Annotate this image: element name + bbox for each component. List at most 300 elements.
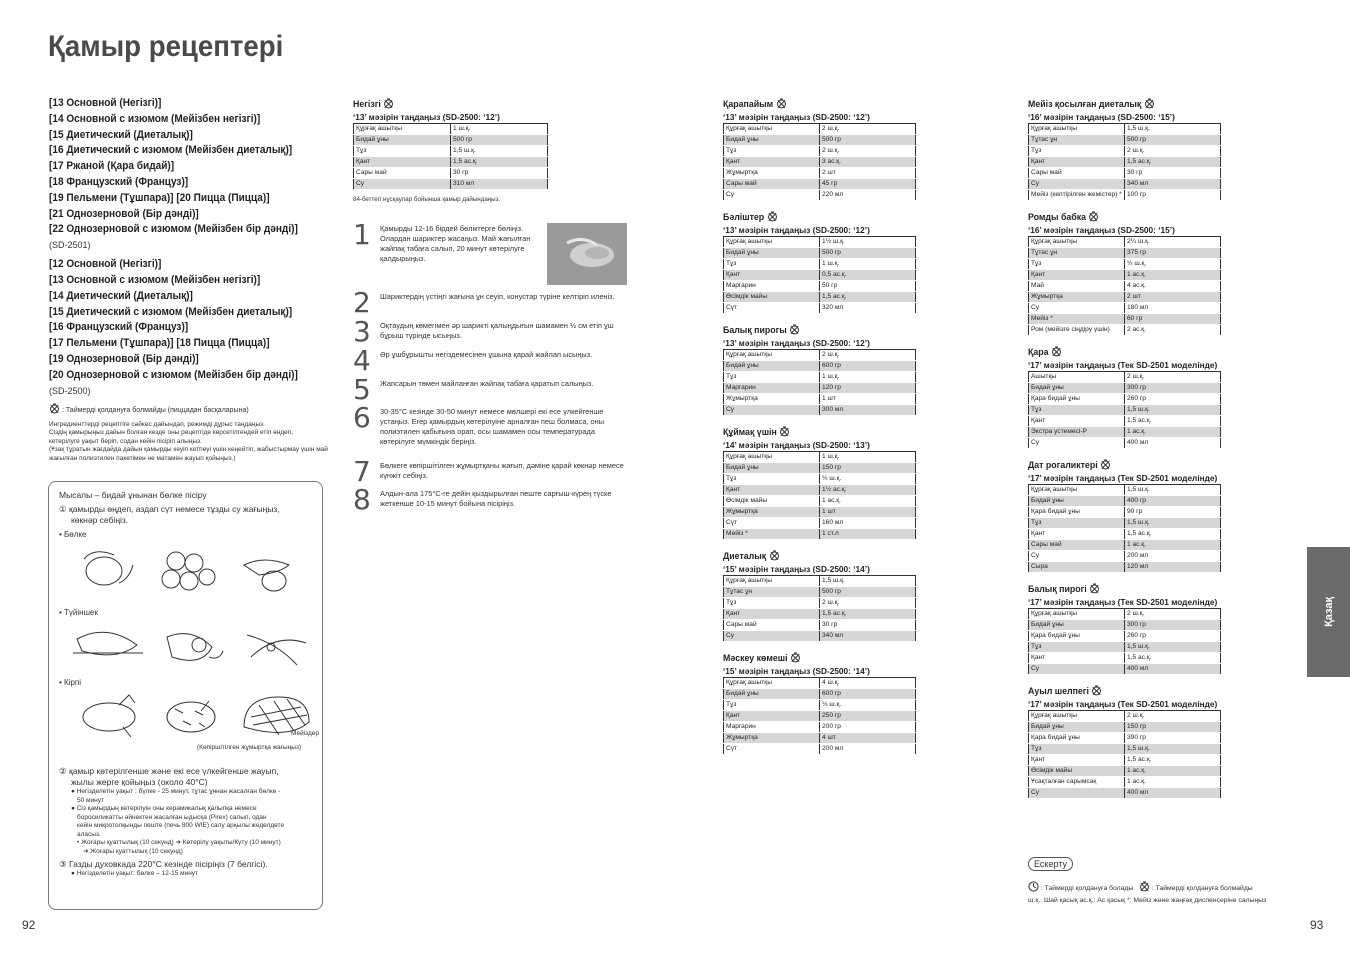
loaf-illustration <box>59 539 314 599</box>
ingredient-amount: 1,5 ш.қ. <box>1125 485 1221 496</box>
hedgehog-illustration <box>59 687 314 749</box>
ingredient-name: Сүт <box>724 518 820 529</box>
recipe-block <box>1028 211 1221 336</box>
ingredient-row <box>1029 135 1221 146</box>
ingredient-name: Құрғақ ашытқы <box>1029 237 1125 248</box>
ingredient-name: Экстра устемесі-Р <box>1029 427 1125 438</box>
ingredient-amount: ½ ш.қ. <box>820 700 916 711</box>
ingredient-name: Сары май <box>1029 540 1125 551</box>
note-badge: Ескерту <box>1028 857 1073 871</box>
ingredient-amount: 1,5 ш.қ. <box>1125 642 1221 653</box>
ingredient-name: Қант <box>1029 416 1125 427</box>
ingredient-name: Қант <box>1029 755 1125 766</box>
ingredient-name: Қант <box>724 485 820 496</box>
croissant-photo <box>547 223 627 285</box>
recipe-block <box>723 324 916 416</box>
ingredient-amount: 300 гр <box>1125 620 1221 631</box>
ingredient-amount: 2 ш.қ. <box>1125 146 1221 157</box>
ingredient-amount: 1,5 ш.қ. <box>1125 405 1221 416</box>
ingredient-row <box>724 620 916 631</box>
shape-label-hedgehog: • Кірпі <box>59 678 82 687</box>
ingredient-row <box>724 157 916 168</box>
ingredient-row <box>1029 733 1221 744</box>
ingredients-table <box>1028 710 1221 799</box>
recipe-menu: ‘13’ мәзірін таңдаңыз (SD-2500: ‘12’) <box>723 225 870 235</box>
recipe-title-line <box>723 426 916 439</box>
ingredient-name: Қант <box>724 270 820 281</box>
ingredient-name: Мейіз * <box>724 529 820 540</box>
shape-label-knot: • Түйіншек <box>59 608 98 617</box>
ingredient-name: Қант <box>724 609 820 620</box>
ingredient-row <box>1029 551 1221 562</box>
ingredient-name: Құрғақ ашытқы <box>724 678 820 689</box>
ingredient-amount: 1,5 ш.қ. <box>1125 518 1221 529</box>
recipe-title-line <box>1028 459 1221 472</box>
ingredient-name: Ром (мейізге сіңдіру үшін) <box>1029 325 1125 336</box>
ingredient-amount: 100 гр <box>1125 190 1221 201</box>
ingredient-amount: 3 ас.қ. <box>820 157 916 168</box>
mode-item: [17 Пельмени (Тұшпара)] [18 Пицца (Пицца)] <box>49 337 270 350</box>
ingredient-row <box>724 722 916 733</box>
ingredient-name: Бидай ұны <box>1029 722 1125 733</box>
ingredient-name: Жұмыртқа <box>724 394 820 405</box>
ingredient-amount: 390 гр <box>1125 733 1221 744</box>
recipe-block <box>1028 459 1221 573</box>
ingredient-row <box>724 507 916 518</box>
recipe-title: Балық пирогы <box>723 325 787 335</box>
recipe-title: Негізгі <box>353 99 381 109</box>
label-raisins: Мейіздер <box>291 730 320 737</box>
recipe-block <box>723 550 916 642</box>
ingredient-amount: 1 ас.қ. <box>1125 540 1221 551</box>
recipe-menu: ‘13’ мәзірін таңдаңыз (SD-2500: ‘12’) <box>723 112 870 122</box>
step-number: 7 <box>353 455 371 488</box>
ingredient-name: Тұз <box>724 372 820 383</box>
step-text: Қамырды 12-16 бірдей бөліктерге бөліңіз. Олардан шариктер жасаңыз. Май жағылған жайпақ табаға салып, 20 минут көтерілуге қалдырыңыз. <box>380 224 531 263</box>
ingredient-name: Бидай ұны <box>1029 496 1125 507</box>
ingredient-name: Тұтас ұн <box>724 587 820 598</box>
timer-note: : Таймерді қолдануға болмайды (пиццадан басқаларына) <box>61 406 249 414</box>
ingredient-amount: 500 гр <box>820 587 916 598</box>
ingredient-amount: 2 ш.қ. <box>820 350 916 361</box>
language-tab-label: Қазақ <box>1322 597 1335 627</box>
mode-item: [14 Основной с изюмом (Мейізбен негізгі)] <box>49 112 261 125</box>
ingredient-name: Маргарин <box>724 281 820 292</box>
ingredient-amount: 1,5 ш.қ. <box>451 146 548 157</box>
ingredient-name: Өсімдік майы <box>1029 766 1125 777</box>
example-step2-note: аласыз. <box>77 830 101 838</box>
example-step2: ② қамыр көтерілгенше және екі есе үлкейгенше жауып, <box>59 766 279 776</box>
recipe-menu: ‘13’ мәзірін таңдаңыз (SD-2500: ‘12’) <box>723 338 870 348</box>
example-step2-note: 50 минут <box>77 796 104 804</box>
ingredient-row <box>724 598 916 609</box>
step-text: Алдын-ала 175°C-ге дейін қыздырылған пеште сарғыш-күрең түске жеткенше 10-15 минут бойына пісіріңіз. <box>380 489 612 508</box>
recipe-block <box>1028 346 1221 449</box>
ingredient-name: Құрғақ ашытқы <box>724 124 820 135</box>
ingredient-name: Қара бидай ұны <box>1029 733 1125 744</box>
recipe-menu: ‘17’ мәзірін таңдаңыз (Тек SD-2501 моделінде) <box>1028 699 1218 709</box>
mode-item: [15 Диетический с изюмом (Мейізбен диеталық)] <box>49 305 293 318</box>
ingredient-amount: 300 гр <box>1125 383 1221 394</box>
ingredient-amount: 400 мл <box>1125 438 1221 449</box>
example-step3-note: ● Негізделетін уақыт: бөлке – 12-15 минут <box>71 870 199 877</box>
ingredient-row <box>1029 237 1221 248</box>
ingredient-row <box>724 124 916 135</box>
no-timer-icon <box>767 211 778 222</box>
ingredient-amount: 250 гр <box>820 711 916 722</box>
ingredient-row <box>1029 248 1221 259</box>
recipe-title-line <box>353 98 548 111</box>
recipe-block <box>1028 583 1221 675</box>
ingredient-row <box>1029 496 1221 507</box>
recipe-menu: ‘16’ мәзірін таңдаңыз (SD-2500: ‘15’) <box>1028 112 1175 122</box>
ingredient-name: Тұз <box>1029 518 1125 529</box>
ingredient-row <box>724 146 916 157</box>
recipe-title: Қара <box>1028 347 1049 357</box>
example-box <box>48 481 323 910</box>
ingredient-name: Тұз <box>724 259 820 270</box>
ingredient-row <box>1029 303 1221 314</box>
ingredient-amount: 340 мл <box>820 631 916 642</box>
ingredient-row <box>1029 281 1221 292</box>
ingredient-name: Бидай ұны <box>724 361 820 372</box>
ingredient-row <box>1029 416 1221 427</box>
ingredient-row <box>1029 325 1221 336</box>
step-number: 4 <box>353 344 371 377</box>
ingredient-name: Су <box>1029 303 1125 314</box>
ingredient-row <box>1029 270 1221 281</box>
ingredient-amount: 4 ш.қ. <box>820 678 916 689</box>
ingredient-name: Бидай ұны <box>724 248 820 259</box>
ingredient-row <box>724 350 916 361</box>
ingredient-amount: 160 мл <box>820 518 916 529</box>
ingredient-name: Қара бидай ұны <box>1029 631 1125 642</box>
no-timer-icon <box>1144 98 1155 109</box>
ingredient-name: Тұз <box>724 474 820 485</box>
ingredient-amount: ½ ш.қ. <box>1125 259 1221 270</box>
recipe-title: Құймақ үшін <box>723 427 777 437</box>
ingredient-row <box>1029 562 1221 573</box>
ingredient-amount: 1,5 ас.қ. <box>1125 529 1221 540</box>
ingredient-row <box>724 744 916 755</box>
ingredient-name: Қант <box>1029 653 1125 664</box>
ingredient-amount: 1,5 ш.қ. <box>820 576 916 587</box>
ingredient-row <box>1029 766 1221 777</box>
legend-no-timer: : Таймерді қолдануға болмайды <box>1151 885 1253 892</box>
ingredient-amount: 1 ас.қ. <box>1125 270 1221 281</box>
ingredient-row <box>724 281 916 292</box>
ingredient-amount: 120 гр <box>820 383 916 394</box>
step-text: Бөлкеге көпіршітілген жұмыртқаны жағып, дәміне қарай көкнәр немесе күнжіт себіңіз. <box>380 461 624 480</box>
recipe-menu: ‘14’ мәзірін таңдаңыз (SD-2500: ‘13’) <box>723 440 870 450</box>
ingredient-name: Маргарин <box>724 722 820 733</box>
ingredient-amount: 500 гр <box>820 135 916 146</box>
ingredient-name: Сары май <box>354 168 451 179</box>
ingredient-amount: 1 ш.қ. <box>820 452 916 463</box>
ingredient-row <box>1029 427 1221 438</box>
example-step2-note: ● Сіз қамырдың көтерілуін оны керамикалық қалыпқа немесе <box>71 805 257 812</box>
ingredient-amount: 30 гр <box>1125 168 1221 179</box>
page-title: Қамыр рецептері <box>48 30 284 63</box>
ingredients-table <box>723 575 916 642</box>
ingredient-amount: 60 гр <box>1125 314 1221 325</box>
ingredient-name: Құрғақ ашытқы <box>724 576 820 587</box>
step-number: 3 <box>353 315 371 348</box>
ingredient-amount: 1,5 ас.қ. <box>451 157 548 168</box>
ingredient-row <box>1029 292 1221 303</box>
ingredient-row <box>724 168 916 179</box>
ingredient-row <box>1029 146 1221 157</box>
step-number: 6 <box>353 401 371 434</box>
ingredient-name: Сыра <box>1029 562 1125 573</box>
ingredient-row <box>1029 157 1221 168</box>
ingredients-table <box>723 677 916 755</box>
mode-item: [22 Однозерновой с изюмом (Мейізбен бір дәнді)] <box>49 223 298 236</box>
ingredient-row <box>724 372 916 383</box>
ingredient-amount: 2 ш.қ. <box>820 598 916 609</box>
recipe-title-line <box>723 652 916 665</box>
example-step2-note: ➜ Жоғары қуаттылық (10 секунд) <box>83 847 183 855</box>
mode-item: [18 Французский (Француз)] <box>49 175 189 188</box>
ingredient-amount: 260 гр <box>1125 631 1221 642</box>
ingredient-row <box>724 733 916 744</box>
ingredient-name: Су <box>1029 551 1125 562</box>
ingredient-row <box>724 394 916 405</box>
mode-item: [13 Основной (Негізгі)] <box>49 97 162 109</box>
ingredient-amount: 1,5 ас.қ. <box>1125 416 1221 427</box>
ingredient-row <box>1029 507 1221 518</box>
step-number: 2 <box>353 286 371 319</box>
ingredients-table <box>353 123 548 190</box>
recipe-block <box>1028 98 1221 201</box>
ingredient-name: Өсімдік майы <box>724 496 820 507</box>
recipe-title-line <box>1028 583 1221 596</box>
ingredient-name: Жұмыртқа <box>724 168 820 179</box>
ingredient-row <box>1029 394 1221 405</box>
ingredient-name: Тұз <box>1029 744 1125 755</box>
no-timer-icon <box>769 550 780 561</box>
recipe-title: Диеталық <box>723 551 767 561</box>
ingredient-amount: 1 ш.қ. <box>820 372 916 383</box>
step-number: 1 <box>353 218 371 251</box>
mode-item: [16 Диетический с изюмом (Мейізбен диеталық)] <box>49 144 293 157</box>
ingredient-amount: 2 ш.қ. <box>1125 609 1221 620</box>
ingredient-amount: 200 мл <box>1125 551 1221 562</box>
step-text: Әр ұшбұрышты негіздемесінен ұшына қарай жайлап ысыңыз. <box>380 350 593 359</box>
example-step3: ③ Газды духовкада 220°C кезінде пісіріңіз (7 белгісі). <box>59 859 268 869</box>
recipe-menu: ‘15’ мәзірін таңдаңыз (SD-2500: ‘14’) <box>723 564 870 574</box>
example-step2-note: • Жоғары қуаттылық (10 секунд) ➜ Көтерілу уақыты/Күту (10 минут) <box>77 839 281 846</box>
ingredient-row <box>1029 642 1221 653</box>
ingredient-amount: 1,5 ш.қ. <box>1125 744 1221 755</box>
step-number: 5 <box>353 373 371 406</box>
ingredient-amount: 150 гр <box>1125 722 1221 733</box>
ingredient-row <box>724 405 916 416</box>
no-timer-icon <box>1088 211 1099 222</box>
ingredient-name: Су <box>724 190 820 201</box>
ingredient-row <box>1029 755 1221 766</box>
recipe-block <box>723 426 916 540</box>
no-timer-icon <box>1139 881 1150 892</box>
ingredient-amount: 2 шт <box>820 168 916 179</box>
ingredient-row <box>354 124 548 135</box>
ingredient-name: Құрғақ ашытқы <box>354 124 451 135</box>
ingredient-name: Жұмыртқа <box>724 507 820 518</box>
ingredient-amount: 45 гр <box>820 179 916 190</box>
ingredient-row <box>1029 631 1221 642</box>
step-text: Шариктердің үстіңгі жағына ұн сеуіп, конустар түріне келтіріп иленіз. <box>380 292 615 301</box>
ingredient-name: Мейіз * <box>1029 314 1125 325</box>
ingredient-amount: 400 мл <box>1125 664 1221 675</box>
ingredient-row <box>1029 372 1221 383</box>
ingredient-name: Су <box>1029 179 1125 190</box>
ingredient-row <box>1029 788 1221 799</box>
mode-item: [14 Диетический (Диеталық)] <box>49 289 193 302</box>
ingredient-row <box>1029 259 1221 270</box>
ingredient-amount: 150 гр <box>820 463 916 474</box>
ingredient-amount: 1 ас.қ. <box>820 496 916 507</box>
mode-item: [12 Основной (Негізгі)] <box>49 258 162 271</box>
ingredient-amount: 50 гр <box>820 281 916 292</box>
ingredient-amount: 600 гр <box>820 689 916 700</box>
ingredient-name: Мейіз (кептірілген жемістер) * <box>1029 190 1125 201</box>
example-step2-note: кейін микротолқынды пеште (печь 800 WIE) салу арқылы жеделдете <box>77 822 285 829</box>
ingredient-amount: 220 мл <box>820 190 916 201</box>
ingredient-name: Қант <box>1029 270 1125 281</box>
ingredient-name: Жұмыртқа <box>724 733 820 744</box>
ingredient-row <box>724 248 916 259</box>
ingredient-amount: 180 мл <box>1125 303 1221 314</box>
no-timer-icon <box>1100 459 1111 470</box>
ingredient-amount: 320 мл <box>820 303 916 314</box>
ingredient-name: Қара бидай ұны <box>1029 394 1125 405</box>
ingredient-name: Бидай ұны <box>724 135 820 146</box>
ingredient-row <box>1029 383 1221 394</box>
ingredient-name: Су <box>724 631 820 642</box>
ingredient-name: Сүт <box>724 744 820 755</box>
recipe-title-line <box>1028 685 1221 698</box>
ingredient-amount: 1½ ш.қ. <box>820 237 916 248</box>
ingredient-row <box>1029 518 1221 529</box>
mode-item: [15 Диетический (Диеталық)] <box>49 128 193 141</box>
ingredients-table <box>723 451 916 540</box>
timer-icon <box>1028 881 1039 892</box>
ingredient-amount: 1 ас.қ. <box>1125 777 1221 788</box>
ingredient-name: Құрғақ ашытқы <box>724 237 820 248</box>
recipe-title: Мәскеу көмеші <box>723 653 788 663</box>
mode-item: [13 Основной с изюмом (Мейізбен негізгі)] <box>49 273 261 286</box>
ingredient-amount: 300 мл <box>820 405 916 416</box>
ingredient-name: Тұз <box>1029 259 1125 270</box>
ingredients-table <box>1028 484 1221 573</box>
ingredient-name: Бидай ұны <box>354 135 451 146</box>
recipe-block <box>1028 685 1221 799</box>
ingredient-amount: 1 ш.қ. <box>451 124 548 135</box>
ingredient-amount: 90 гр <box>1125 507 1221 518</box>
recipe-column-2 <box>1028 98 1221 809</box>
ingredient-name: Бидай ұны <box>724 689 820 700</box>
recipe-title: Балық пирогі <box>1028 584 1087 594</box>
ingredient-row <box>354 135 548 146</box>
example-step2-note: боросиликатты әйнектен жасалған ыдысқа (Pirex) салып, одан <box>77 813 267 821</box>
ingredient-amount: 0,5 ас.қ. <box>820 270 916 281</box>
recipe-title-line <box>723 211 916 224</box>
ingredient-amount: 500 гр <box>820 248 916 259</box>
ingredient-amount: 1,5 ас.қ. <box>1125 157 1221 168</box>
no-timer-icon <box>779 426 790 437</box>
ingredient-amount: 200 гр <box>820 722 916 733</box>
ingredient-name: Құрғақ ашытқы <box>724 452 820 463</box>
ingredient-row <box>724 259 916 270</box>
ingredient-name: Сары май <box>1029 168 1125 179</box>
no-timer-icon <box>49 403 60 414</box>
step-text: Оқтаудың көмегімен әр шарикті қалыңдығын шамамен ½ см етіп ұш бұрыш түрінде ысыңыз. <box>380 321 614 340</box>
ingredient-name: Құрғақ ашытқы <box>724 350 820 361</box>
ingredient-amount: 2 шт <box>1125 292 1221 303</box>
ingredient-amount: 1 ас.қ. <box>1125 766 1221 777</box>
ingredient-row <box>354 157 548 168</box>
model-label-a: (SD-2501) <box>49 240 91 251</box>
ingredient-row <box>724 190 916 201</box>
ingredient-amount: 310 мл <box>451 179 548 190</box>
mode-list <box>49 96 329 463</box>
ingredient-name: Су <box>1029 438 1125 449</box>
recipe-menu: ‘15’ мәзірін таңдаңыз (SD-2500: ‘14’) <box>723 666 870 676</box>
legend-line-1 <box>1028 881 1253 892</box>
example-step2-note: ● Негізделетін уақыт : бүлке - 25 минут, тұтас ұннан жасалған бөлке - <box>71 788 281 795</box>
ingredient-amount: 2 ас.қ. <box>1125 325 1221 336</box>
recipe-title: Ромды бабка <box>1028 212 1087 222</box>
ingredient-row <box>724 609 916 620</box>
shape-label-loaf: • Бөлке <box>59 530 87 539</box>
no-timer-icon <box>789 324 800 335</box>
ingredient-amount: 1,5 ас.қ. <box>820 292 916 303</box>
ingredient-row <box>724 496 916 507</box>
ingredient-row <box>1029 124 1221 135</box>
ingredient-row <box>1029 609 1221 620</box>
ingredient-amount: 1 ст.л <box>820 529 916 540</box>
ingredient-name: Су <box>724 405 820 416</box>
ingredient-amount: 1½ ас.қ. <box>820 485 916 496</box>
example-step2-cont: жылы жерге қойыңыз (около 40°C) <box>71 777 208 787</box>
ingredient-name: Су <box>1029 788 1125 799</box>
ingredient-amount: 30 гр <box>820 620 916 631</box>
no-timer-icon <box>1089 583 1100 594</box>
step-text: Жапсарын төмен майланған жайпақ табаға қаратып салыңыз. <box>380 379 594 388</box>
ingredient-amount: 500 гр <box>451 135 548 146</box>
ingredient-name: Сары май <box>724 179 820 190</box>
ingredient-name: Құрғақ ашытқы <box>1029 609 1125 620</box>
recipe-block <box>723 652 916 755</box>
ingredient-row <box>724 474 916 485</box>
ingredient-name: Жұмыртқа <box>1029 292 1125 303</box>
no-timer-icon <box>790 652 801 663</box>
language-tab[interactable] <box>1307 547 1350 677</box>
ingredient-row <box>1029 711 1221 722</box>
modes-sd2500 <box>49 257 329 383</box>
ingredient-amount: 30 гр <box>451 168 548 179</box>
ingredient-row <box>724 179 916 190</box>
no-timer-icon <box>1091 685 1102 696</box>
ingredient-row <box>724 689 916 700</box>
knot-illustration <box>59 617 314 669</box>
ingredient-name: Қара бидай ұны <box>1029 507 1125 518</box>
ingredient-amount: 400 гр <box>1125 496 1221 507</box>
ingredient-name: Тұз <box>1029 146 1125 157</box>
legend-units: ш.қ.: Шай қасық ас.қ.: Ас қасық *: Мейіз және жаңғақ диспенсеріне салыңыз <box>1028 897 1267 904</box>
ingredient-name: Тұз <box>724 598 820 609</box>
recipe-menu: ‘17’ мәзірін таңдаңыз (Тек SD-2501 моделінде) <box>1028 473 1218 483</box>
